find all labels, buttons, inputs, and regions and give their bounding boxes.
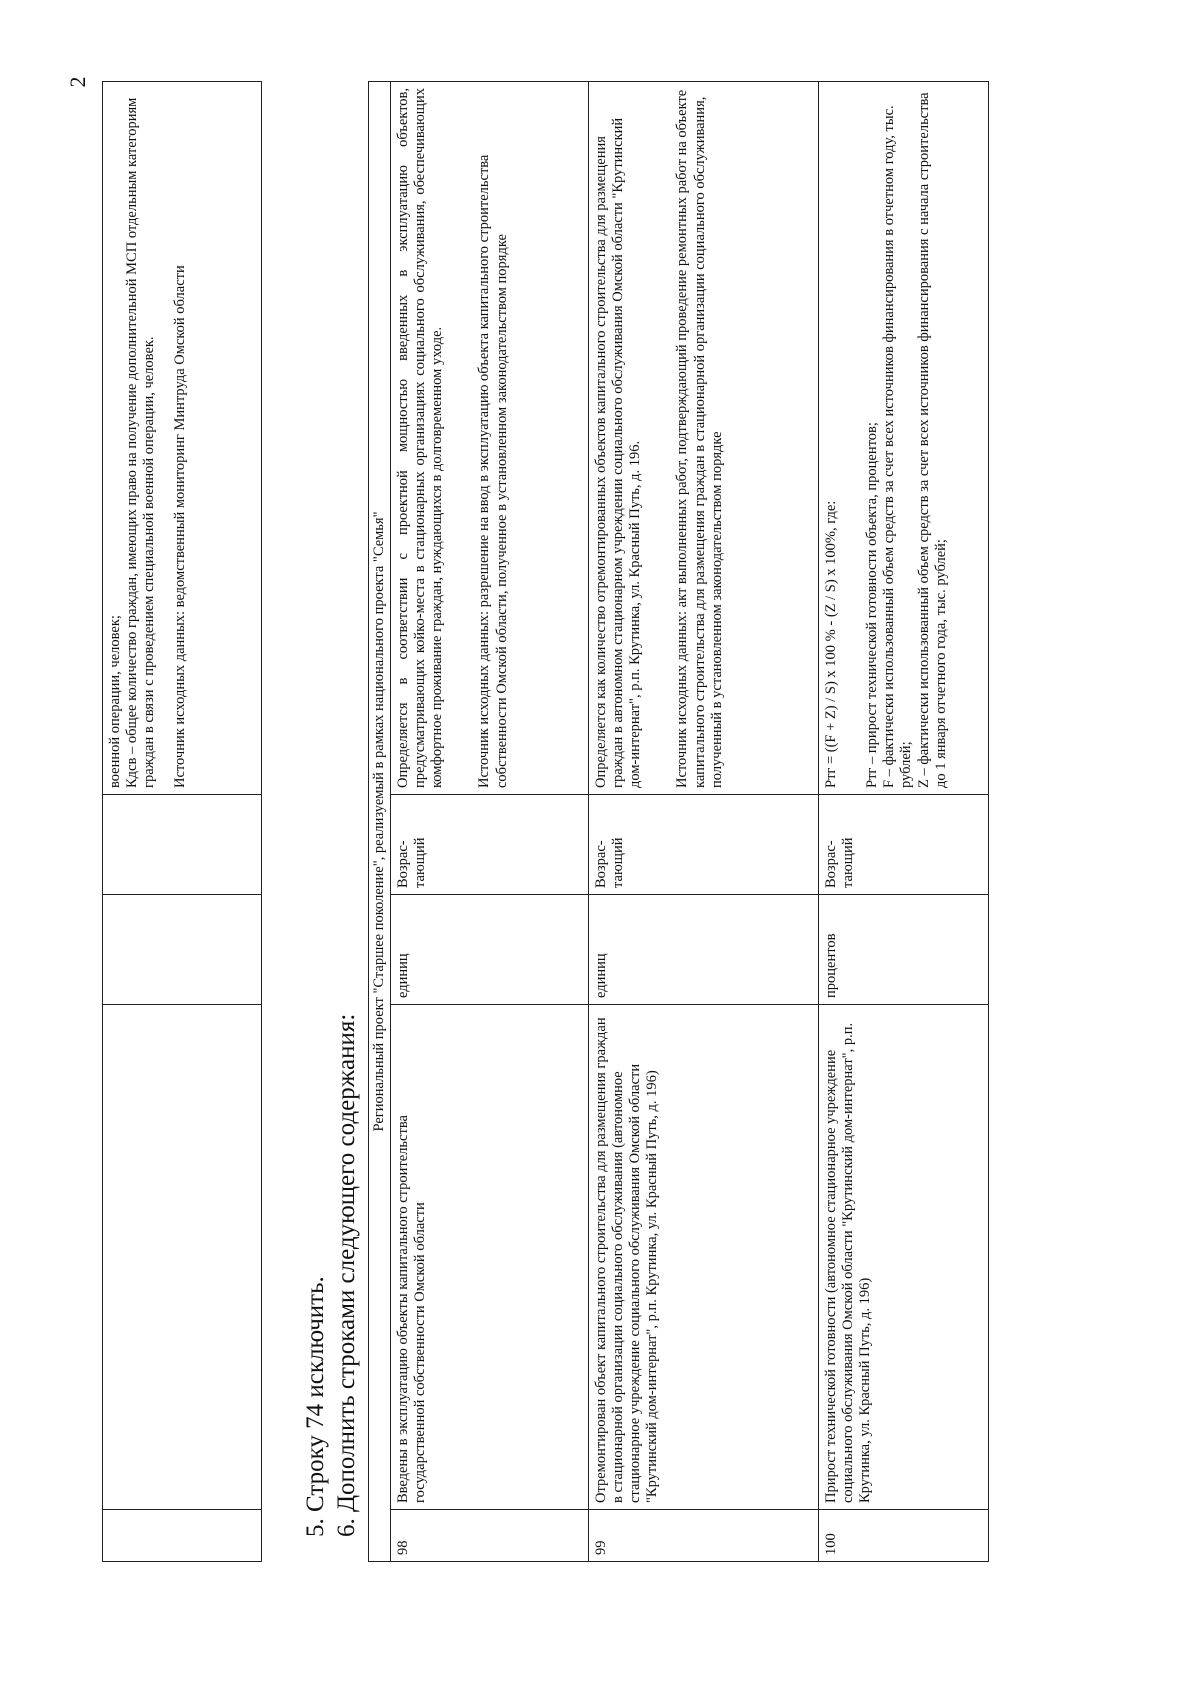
- text-line: Кдсв – общее количество граждан, имеющих право на получение дополнительной МСП отдельным категориям граждан в связи с проведением специальной военной операции, человек.: [124, 97, 158, 788]
- row-number: 98: [391, 1510, 589, 1562]
- trend: Возрас-тающий: [391, 795, 589, 895]
- section-title: Региональный проект "Старшее поколение", реализуемый в рамках национального проекта "Семья": [369, 82, 391, 1562]
- trend: Возрас-тающий: [589, 795, 819, 895]
- source-text: Источник исходных данных: акт выполненных работ, подтверждающий проведение ремонтных работ на объекте капитального строительства для размещения граждан в стационарной организации социального обслуживания, полученный в установленном законодательством порядке: [674, 89, 725, 788]
- unit: единиц: [589, 895, 819, 1005]
- cell-empty: [103, 895, 262, 1005]
- source-text: Источник исходных данных: разрешение на ввод в эксплуатацию объекта капитального строительства собственности Омской области, полученное в установленном законодательством порядке: [476, 154, 510, 788]
- cell-empty: [103, 1005, 262, 1510]
- definition: Z – фактически использованный объем средств за счет всех источников финансирования с начала строительства до 1 января отчетного года, тыс. рублей;: [915, 92, 949, 788]
- indicator-name: Прирост технической готовности (автономное стационарное учреждение социального обслуживания Омской области "Крутинский дом-интернат", р.п. Крутинка, ул. Красный Путь, д. 196): [819, 1005, 989, 1510]
- cell-empty: [103, 795, 262, 895]
- unit: процентов: [819, 895, 989, 1005]
- definition: Ртг – прирост технической готовности объекта, процентов;: [864, 422, 881, 788]
- method: [589, 82, 819, 795]
- indicator-name: Отремонтирован объект капитального строительства для размещения граждан в стационарной организации социального обслуживания (автономное стационарное учреждение социального обслуживания Омской области "Крутинский дом-интернат", р.п. Крутинка, ул. Красный Путь, д. 196): [589, 1005, 819, 1510]
- method: [391, 82, 589, 795]
- formula: Ртг = ((F + Z) / S) х 100 % - (Z / S) х 100%, где:: [823, 500, 840, 788]
- text-line: военной операции, человек;: [107, 615, 123, 788]
- indicator-name: Введены в эксплуатацию объекты капитального строительства государственной собственности Омской области: [391, 1005, 589, 1510]
- definition: F – фактически использованный объем средств за счет всех источников финансирования в отчетном году, тыс. рублей;: [881, 105, 915, 788]
- table-row: [103, 82, 262, 1562]
- trend: Возрас-тающий: [819, 795, 989, 895]
- method-text: Определяется в соответствии с проектной мощностью введенных в эксплуатацию объектов, предусматривающих койко-места в стационарных организациях социального обслуживания, обеспечивающих комфортное проживание граждан, нуждающихся в долговременном уходе.: [395, 88, 446, 788]
- row-number: 100: [819, 1510, 989, 1562]
- table-row: [391, 82, 589, 1562]
- continued-table: [102, 81, 262, 1562]
- table-row: [819, 82, 989, 1562]
- table-row: [589, 82, 819, 1562]
- instruction-5: 5. Строку 74 исключить.: [302, 1276, 329, 1537]
- indicators-table: [368, 81, 989, 1562]
- unit: единиц: [391, 895, 589, 1005]
- instruction-6: 6. Дополнить строками следующего содержания:: [333, 1013, 361, 1537]
- text-line: Источник исходных данных: ведомственный мониторинг Минтруда Омской области: [172, 265, 189, 788]
- instructions: [300, 637, 363, 1537]
- cell-method: [103, 82, 262, 795]
- section-row: [369, 82, 391, 1562]
- page-number: 2: [65, 76, 90, 88]
- row-number: 99: [589, 1510, 819, 1562]
- cell-empty: [103, 1510, 262, 1562]
- method-text: Определяется как количество отремонтированных объектов капитального строительства для размещения граждан в автономном стационарном учреждении социального обслуживания Омской области "Крутинский дом-интернат", р.п. Крутинка, ул. Красный Путь, д. 196.: [593, 117, 644, 788]
- method: [819, 82, 989, 795]
